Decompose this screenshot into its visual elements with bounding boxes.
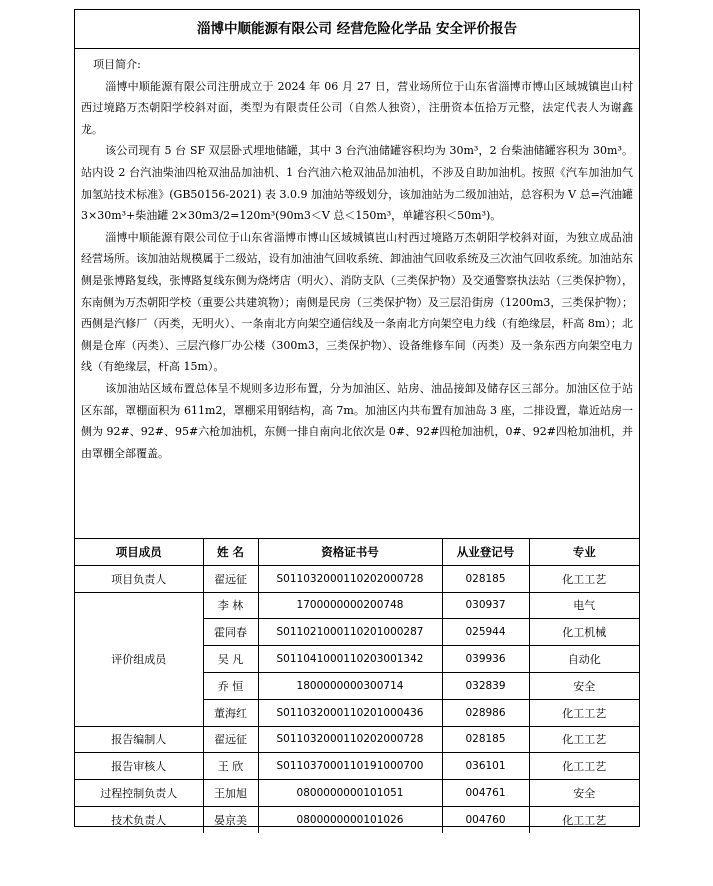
cert-cell: S011021000110201000287 <box>258 619 442 646</box>
intro-paragraph: 淄博中顺能源有限公司位于山东省淄博市博山区域城镇岜山村西过境路万杰朝阳学校斜对面，为独立成品油经营场所。该加油站规模属于二级站，设有加油油气回收系统、卸油油气回收系统及三次油气回收系统。加油站东侧是张博路复线，张博路复线东侧为烧烤店（明火）、消防支队（三类保护物）及交通警察执法站（三类保护物），东南侧为万杰朝阳学校（重要公共建筑物）；南侧是民房（三类保护物）及三层沿街房（1200m3，三类保护物）；西侧是汽修厂（丙类，无明火）、一条南北方向架空通信线及一条南北方向架空电力线（有绝缘层，杆高 8m）；北侧是仓库（丙类）、三层汽修厂办公楼（300m3，三类保护物）、设备维修车间（丙类）及一条东西方向架空电力线（有绝缘层，杆高 15m）。 <box>81 230 633 374</box>
reg-cell: 032839 <box>442 672 529 699</box>
header-role: 项目成员 <box>75 539 203 565</box>
reg-cell: 004761 <box>442 780 529 807</box>
name-cell: 乔 恒 <box>203 672 258 699</box>
role-cell: 项目负责人 <box>75 565 203 592</box>
major-cell: 化工工艺 <box>529 726 639 753</box>
role-cell: 技术负责人 <box>75 806 203 832</box>
name-cell: 翟远征 <box>203 726 258 753</box>
members-table <box>75 539 639 833</box>
cert-cell: 0800000000101051 <box>258 780 442 807</box>
cert-cell: S011041000110203001342 <box>258 646 442 673</box>
reg-cell: 004760 <box>442 806 529 832</box>
role-cell: 报告审核人 <box>75 753 203 780</box>
cert-cell: S011037000110191000700 <box>258 753 442 780</box>
major-cell: 安全 <box>529 780 639 807</box>
role-cell: 评价组成员 <box>75 592 203 726</box>
reg-cell: 025944 <box>442 619 529 646</box>
header-major: 专业 <box>529 539 639 565</box>
role-cell: 过程控制负责人 <box>75 780 203 807</box>
reg-cell: 036101 <box>442 753 529 780</box>
header-cert: 资格证书号 <box>258 539 442 565</box>
role-cell: 报告编制人 <box>75 726 203 753</box>
cert-cell: S011032000110202000728 <box>258 565 442 592</box>
reg-cell: 028986 <box>442 699 529 726</box>
intro-paragraph: 淄博中顺能源有限公司注册成立于 2024 年 06 月 27 日，营业场所位于山东省淄博市博山区域城镇岜山村西过境路万杰朝阳学校斜对面，类型为有限责任公司（自然人独资），注册资本伍拾万元整，法定代表人为谢鑫龙。 <box>81 79 633 136</box>
intro-paragraph: 该公司现有 5 台 SF 双层卧式埋地储罐，其中 3 台汽油储罐容积均为 30m³，2 台柴油储罐容积为 30m³。站内设 2 台汽油柴油四枪双油品加油机、1 台汽油六枪双油品加油机，不涉及自助加油机。按照《汽车加油加气加氢站技术标准》(GB50156-2021) 表 3.0.9 加油站等级划分，该加油站为二级加油站，总容积为 V 总=汽油罐 3×30m³+柴油罐 2×30m3/2=120m³(90m3＜V 总＜150m³，单罐容积＜50m³)。 <box>81 144 633 223</box>
major-cell: 化工工艺 <box>529 565 639 592</box>
cert-cell: 0800000000101026 <box>258 806 442 832</box>
intro-paragraph: 该加油站区域布置总体呈不规则多边形布置，分为加油区、站房、油品接卸及储存区三部分。加油区位于站区东部，罩棚面积为 611m2，罩棚采用钢结构，高 7m。加油区内共布置有加油岛 3 座，二排设置，靠近站房一侧为 92#、92#、95#六枪加油机，东侧一排自南向北依次是 0#、92#四枪加油机，0#、92#四枪加油机，并由罩棚全部覆盖。 <box>81 381 633 460</box>
major-cell: 化工工艺 <box>529 699 639 726</box>
name-cell: 翟远征 <box>203 565 258 592</box>
table-row <box>75 565 639 592</box>
cert-cell: 1800000000300714 <box>258 672 442 699</box>
cert-cell: S011032000110201000436 <box>258 699 442 726</box>
header-reg: 从业登记号 <box>442 539 529 565</box>
name-cell: 董海红 <box>203 699 258 726</box>
major-cell: 电气 <box>529 592 639 619</box>
name-cell: 霍同春 <box>203 619 258 646</box>
name-cell: 王 欣 <box>203 753 258 780</box>
reg-cell: 028185 <box>442 565 529 592</box>
reg-cell: 030937 <box>442 592 529 619</box>
intro-label: 项目简介: <box>93 58 141 71</box>
cert-cell: S011032000110202000728 <box>258 726 442 753</box>
major-cell: 化工机械 <box>529 619 639 646</box>
name-cell: 李 林 <box>203 592 258 619</box>
header-name: 姓 名 <box>203 539 258 565</box>
table-row <box>75 780 639 807</box>
table-row <box>75 726 639 753</box>
name-cell: 吴 凡 <box>203 646 258 673</box>
reg-cell: 039936 <box>442 646 529 673</box>
project-intro <box>75 48 639 539</box>
major-cell: 自动化 <box>529 646 639 673</box>
cert-cell: 1700000000200748 <box>258 592 442 619</box>
major-cell: 化工工艺 <box>529 753 639 780</box>
major-cell: 化工工艺 <box>529 806 639 832</box>
major-cell: 安全 <box>529 672 639 699</box>
report-frame <box>74 9 640 827</box>
reg-cell: 028185 <box>442 726 529 753</box>
report-title: 淄博中顺能源有限公司 经营危险化学品 安全评价报告 <box>75 10 639 49</box>
name-cell: 晏京美 <box>203 806 258 832</box>
table-row <box>75 806 639 832</box>
table-header-row <box>75 539 639 565</box>
name-cell: 王加旭 <box>203 780 258 807</box>
table-row <box>75 592 639 619</box>
table-row <box>75 753 639 780</box>
